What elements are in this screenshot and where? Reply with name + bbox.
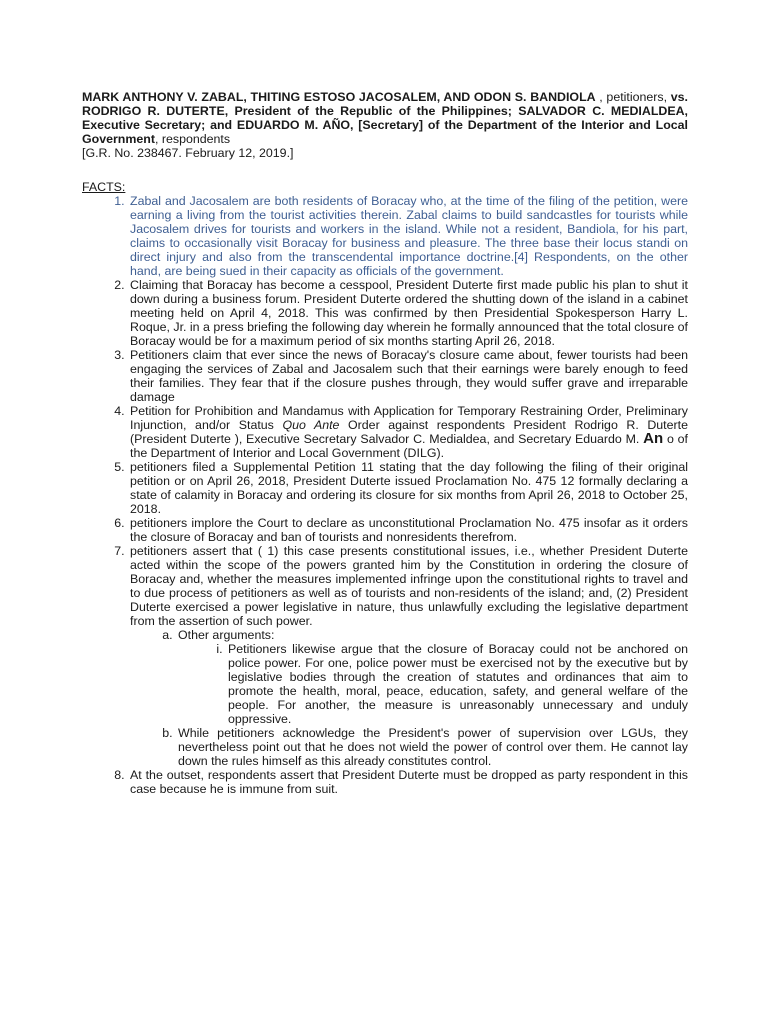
fact-item-4-text-a: Petition for Prohibition and Mandamus with Application for Temporary Restraining Order, Preliminary Injunction, and/or Status [130, 404, 688, 432]
petitioners-names: MARK ANTHONY V. ZABAL, THITING ESTOSO JACOSALEM, AND ODON S. BANDIOLA [82, 90, 596, 104]
fact-item-7 [128, 544, 688, 768]
fact-item-7a-sublist [178, 642, 688, 726]
respondents-label: , respondents [154, 132, 231, 146]
facts-heading: FACTS: [82, 180, 126, 194]
fact-item-2: 2. Claiming that Boracay has become a cesspool, President Duterte first made public his plan to shut it down during a business forum. President Duterte ordered the shutting down of the island in a cabinet meeting held on April 4, 2018. This was confirmed by then Presidential Spokesperson Harry L. Roque, Jr. in a press briefing the following day wherein he formally announced that the total closure of Boracay would be for a maximum period of six months starting April 26, 2018. [128, 278, 688, 348]
fact-item-4 [128, 404, 688, 460]
fact-item-1: 1. Zabal and Jacosalem are both residents of Boracay who, at the time of the filing of the petition, were earning a living from the tourist activities therein. Zabal claims to build sandcastles for tourists while Jacosalem drives for tourists and workers in the island. While not a resident, Bandiola, for his part, claims to occasionally visit Boracay for business and pleasure. The three base their locus standi on direct injury and also from the transcendental importance doctrine.[4] Respondents, on the other hand, are being sued in their capacity as officials of the government. [128, 194, 688, 278]
fact-item-4-italic: Quo Ante [282, 418, 340, 432]
fact-item-7a [176, 628, 688, 726]
fact-item-4-text-c: o of the Department of Interior and Local Government (DILG). [130, 432, 688, 460]
fact-item-7b: b. While petitioners acknowledge the President's power of supervision over LGUs, they nevertheless point out that he does not wield the power of control over them. He cannot lay down the rules himself as this already constitutes control. [176, 726, 688, 768]
respondents-names: vs. RODRIGO R. DUTERTE, President of the Republic of the Philippines; SALVADOR C. MEDIALDEA, Executive Secretary; and EDUARDO M. AÑO, [Secretary] of the Department of the Interior and Local Government [82, 90, 688, 146]
petitioners-label: , petitioners, [595, 90, 668, 104]
fact-item-7-sublist [130, 628, 688, 768]
fact-item-7a-i: i. Petitioners likewise argue that the closure of Boracay could not be anchored on police power. For one, police power must be exercised not by the executive but by legislative bodies through the creation of statutes and ordinances that aim to promote the health, moral, peace, education, safety, and general welfare of the people. For another, the measure is unreasonably unnecessary and unduly oppressive. [226, 642, 688, 726]
fact-item-6: 6. petitioners implore the Court to declare as unconstitutional Proclamation No. 475 insofar as it orders the closure of Boracay and ban of tourists and nonresidents therefrom. [128, 516, 688, 544]
fact-item-5: 5. petitioners filed a Supplemental Petition 11 stating that the day following the filing of their original petition or on April 26, 2018, President Duterte issued Proclamation No. 475 12 formally declaring a state of calamity in Boracay and ordering its closure for six months from April 26, 2018 to October 25, 2018. [128, 460, 688, 516]
facts-list [82, 194, 688, 796]
fact-item-4-text-b: Order against respondents President Rodrigo R. Duterte (President Duterte ), Executive Secretary Salvador C. Medialdea, and Secretary Eduardo M. [130, 418, 688, 446]
fact-item-4-glyph: An [643, 430, 664, 447]
fact-item-7-text: petitioners assert that ( 1) this case presents constitutional issues, i.e., whether President Duterte acted within the scope of the powers granted him by the Constitution in ordering the closure of Boracay and, whether the measures implemented infringe upon the constitutional rights to travel and to due process of petitioners as well as of tourists and non-residents of the island; and, (2) President Duterte exercised a power legislative in nature, thus unlawfully excluding the legislative department from the assertion of such power. [130, 544, 688, 628]
fact-item-3: 3. Petitioners claim that ever since the news of Boracay's closure came about, fewer tourists had been engaging the services of Zabal and Jacosalem such that their earnings were barely enough to feed their families. They fear that if the closure pushes through, they would suffer grave and irreparable damage [128, 348, 688, 404]
fact-item-7a-text: Other arguments: [178, 628, 275, 642]
gr-number: [G.R. No. 238467. February 12, 2019.] [82, 146, 294, 160]
case-caption [82, 90, 688, 146]
fact-item-8: 8. At the outset, respondents assert that President Duterte must be dropped as party respondent in this case because he is immune from suit. [128, 768, 688, 796]
